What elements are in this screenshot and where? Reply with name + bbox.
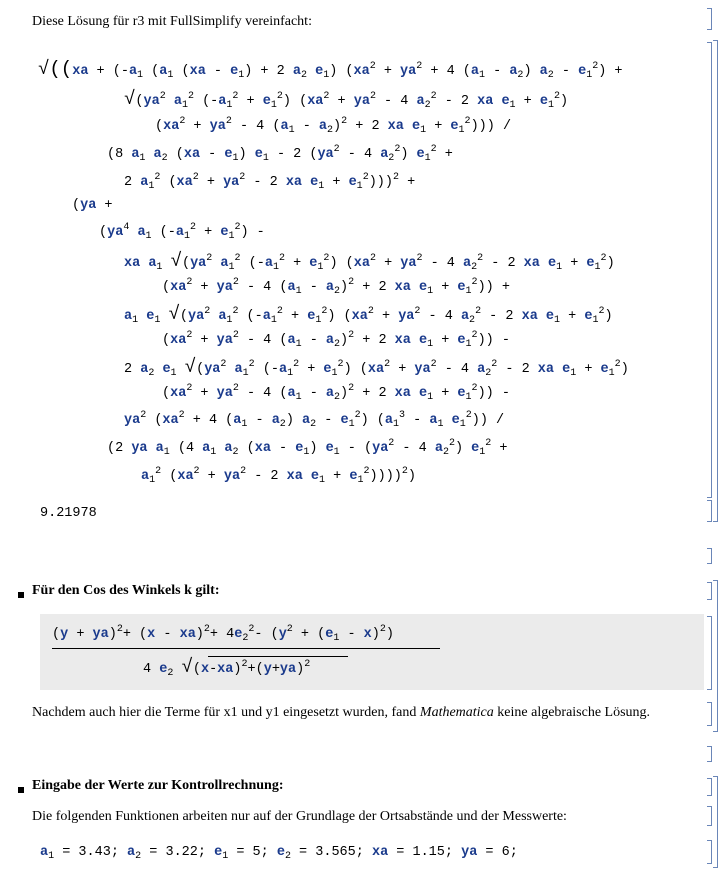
expr-line: $√(ya^2$ $a_1^2$ $(-a_1^2 + e_1^2) (xa^2 + ya^2 - 4$ $a_2^2 - 2$ xa $e_1 + e_1^2$)	[124, 88, 569, 111]
cell-bracket[interactable]	[707, 778, 712, 796]
result-value: 9.21978	[40, 506, 97, 521]
cell-bracket[interactable]	[707, 8, 712, 30]
cos-note: Nachdem auch hier die Terme für x1 und y1 eingesetzt wurden, fand Mathematica keine algebraische Lösung.	[32, 705, 651, 720]
cell-bracket[interactable]	[707, 500, 712, 522]
section-bullet-icon	[18, 787, 24, 793]
expr-line: $√((xa + (-a_1$ ($a_1$ $(xa - e_1) + 2$ $a_2$ $e_1$) ($xa^2 + ya^2 + 4$ $(a_1 - a_2)$ $a_2 - e_1^2$) +	[38, 58, 623, 81]
expr-line: $a_1$ $e_1$ $√(ya^2$ $a_1^2$ $(-a_1^2 + e_1^2) (xa^2 + ya^2 - 4$ $a_2^2 - 2$ xa $e_1 + e_1^2$)	[124, 303, 613, 326]
expr-line: ($xa^2 + ya^2 - 4$ $(a_1 - a_2)^2 + 2$ xa $e_1 + e_1^2$)) -	[162, 330, 510, 350]
cell-bracket[interactable]	[707, 840, 712, 864]
expr-line: ($xa^2 + ya^2 - 4$ $(a_1 - a_2)^2 + 2$ xa $e_1 + e_1^2$)) -	[162, 383, 510, 403]
values-description: Die folgenden Funktionen arbeiten nur auf der Grundlage der Ortsabstände und der Messwerte:	[32, 809, 567, 824]
cell-bracket[interactable]	[707, 746, 712, 762]
expr-line: xa $a_1$ $√(ya^2$ $a_1^2$ $(-a_1^2 + e_1^2) (xa^2 + ya^2 - 4$ $a_2^2 - 2$ xa $e_1 + e_1^2$)	[124, 250, 615, 273]
cell-bracket[interactable]	[713, 40, 718, 522]
expr-line: ($xa^2 + ya^2 - 4$ $(a_1 - a_2)^2 + 2$ xa $e_1 + e_1^2$)) +	[162, 277, 510, 297]
cell-bracket[interactable]	[713, 776, 718, 868]
cell-bracket[interactable]	[707, 582, 712, 600]
values-input[interactable]: $a_1 = 3.43$; $a_2 = 3.22$; $e_1 = 5$; $e_2 = 3.565$; xa = 1.15; ya = 6;	[40, 845, 518, 862]
expr-line: (ya +	[72, 198, 113, 213]
section-heading-values: Eingabe der Werte zur Kontrollrechnung:	[32, 778, 284, 793]
cell-bracket[interactable]	[707, 616, 712, 690]
expr-line: $a_1^2$ ($xa^2 + ya^2 - 2$ xa $e_1 + e_1^2))))^2$)	[141, 466, 417, 486]
expr-line: 2 $a_2$ $e_1$ $√(ya^2$ $a_1^2$ $(-a_1^2 + e_1^2) (xa^2 + ya^2 - 4$ $a_2^2 - 2$ xa $e_1 + e_1^2$)	[124, 356, 629, 379]
section-bullet-icon	[18, 592, 24, 598]
expr-line: ($xa^2 + ya^2 - 4$ $(a_1 - a_2)^2 + 2$ xa $e_1 + e_1^2$))) /	[155, 116, 512, 136]
cos-fraction-line	[52, 648, 440, 649]
section-heading-cos: Für den Cos des Winkels k gilt:	[32, 583, 220, 598]
cos-sqrt-bar	[208, 656, 348, 657]
cell-text: Diese Lösung für r3 mit FullSimplify vereinfacht:	[32, 14, 312, 29]
cell-bracket[interactable]	[707, 42, 712, 498]
expr-line: (8 $a_1$ $a_2$ $(xa - e_1)$ $e_1 - 2$ ($ya^2 - 4$ $a_2^2$) $e_1^2$ +	[107, 144, 453, 164]
cell-bracket[interactable]	[707, 806, 712, 826]
cos-denominator: 4 $e_2$ $√(x-xa)^2+(y+ya)^2$	[143, 656, 311, 679]
cos-numerator: $(y + ya)^2+ (x - xa)^2+ 4e_2^2-$ $(y^2 + (e_1 - x)^2)$	[52, 624, 394, 644]
cell-bracket[interactable]	[707, 548, 712, 564]
expr-line: 2 $a_1^2$ ($xa^2 + ya^2 - 2$ xa $e_1 + e_1^2)))^2$ +	[124, 172, 416, 192]
cell-bracket[interactable]	[707, 702, 712, 726]
expr-line: (2 ya $a_1$ (4 $a_1$ $a_2$ $(xa - e_1)$ $e_1 - (ya^2 - 4$ $a_2^2$) $e_1^2$ +	[107, 438, 508, 458]
cell-bracket[interactable]	[713, 580, 718, 732]
expr-line: ($ya^4$ $a_1$ $(-a_1^2 + e_1^2)$ -	[99, 222, 265, 242]
expr-line: $ya^2$ ($xa^2 + 4$ $(a_1 - a_2)$ $a_2 - e_1^2$) ($a_1^3 - a_1$ $e_1^2$)) /	[124, 410, 505, 430]
